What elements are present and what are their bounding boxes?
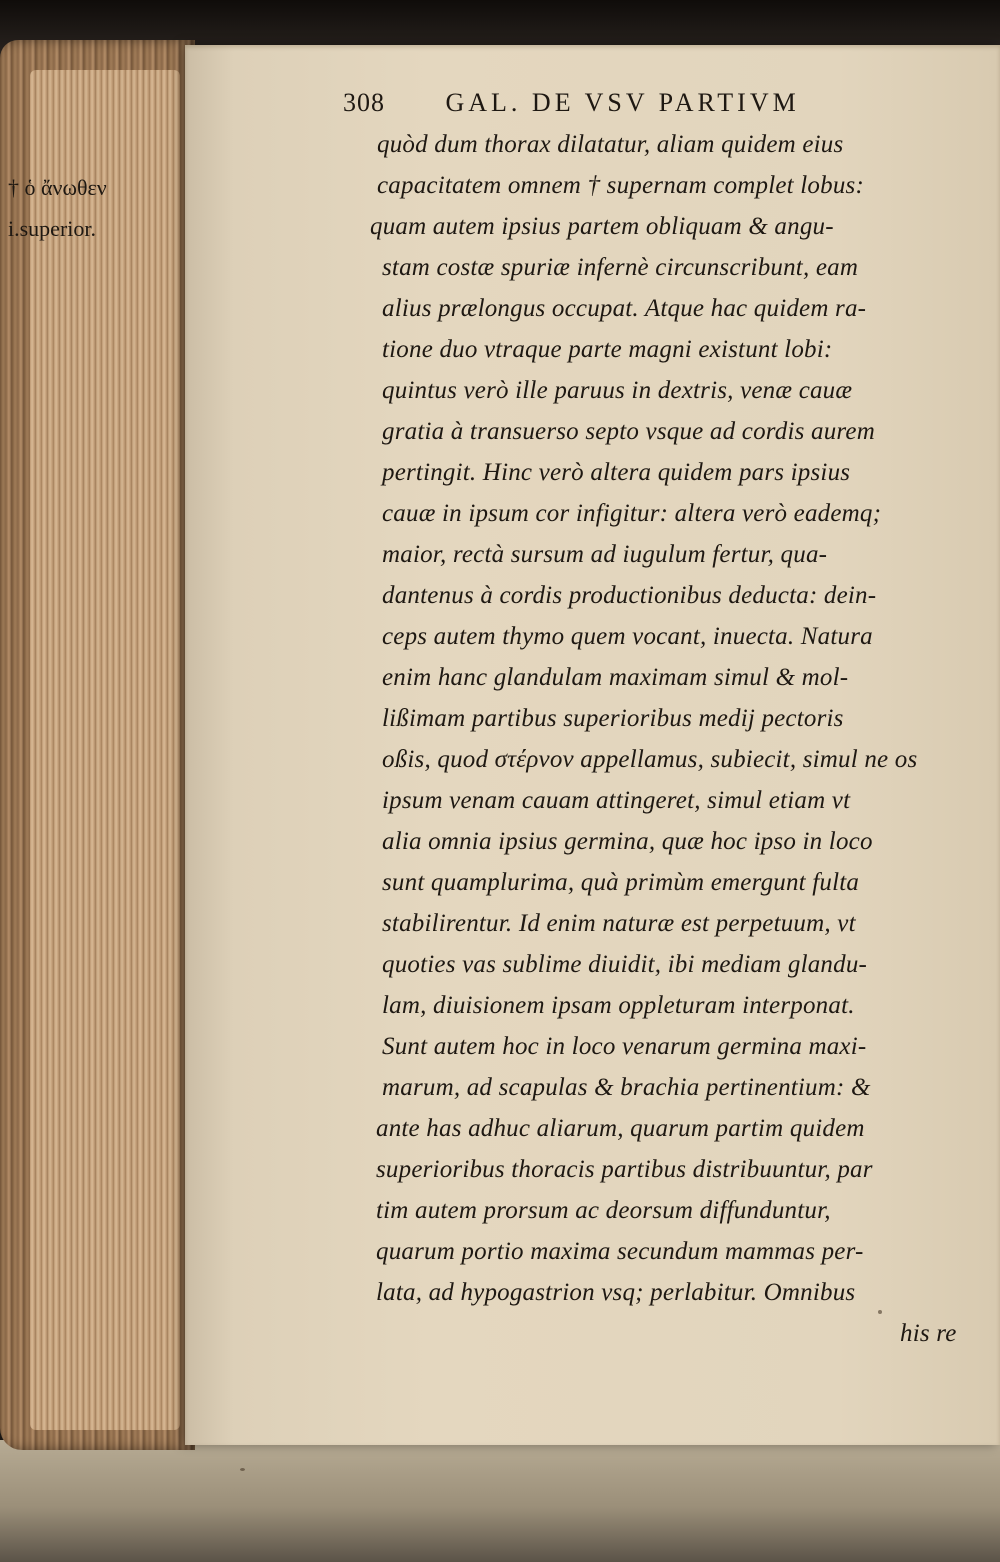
- paper-spot: [878, 1310, 882, 1314]
- catchword: his re: [900, 1320, 957, 1347]
- margin-note-greek: † ὁ ἄνωθεν: [8, 175, 107, 200]
- text-line-22: lam, diuisionem ipsam oppleturam interponat.: [382, 992, 855, 1019]
- text-line-1: quòd dum thorax dilatatur, aliam quidem eius: [377, 131, 844, 158]
- text-line-12: dantenus à cordis productionibus deducta: dein-: [382, 582, 877, 609]
- text-line-24: marum, ad scapulas & brachia pertinentium: &: [382, 1074, 871, 1101]
- text-line-16: oßis, quod στέρνον appellamus, subiecit, simul ne os: [382, 746, 918, 773]
- backdrop-bottom: [0, 1440, 1000, 1562]
- text-line-27: tim autem prorsum ac deorsum diffunduntur,: [376, 1197, 831, 1224]
- text-line-19: sunt quamplurima, quà primùm emergunt fulta: [382, 869, 860, 896]
- book-page-edges-inner: [30, 70, 180, 1430]
- text-line-20: stabilirentur. Id enim naturæ est perpetuum, vt: [382, 910, 856, 937]
- text-line-10: cauæ in ipsum cor infigitur: altera verò eademq;: [382, 500, 882, 527]
- text-line-5: alius prælongus occupat. Atque hac quidem ra-: [382, 295, 867, 322]
- text-line-14: enim hanc glandulam maximam simul & mol-: [382, 664, 849, 691]
- page-number: 308: [343, 88, 385, 117]
- text-line-3: quam autem ipsius partem obliquam & angu-: [370, 213, 834, 240]
- text-line-23: Sunt autem hoc in loco venarum germina maxi-: [382, 1033, 867, 1060]
- running-title: GAL. DE VSV PARTIVM: [445, 88, 800, 117]
- text-line-25: ante has adhuc aliarum, quarum partim quidem: [376, 1115, 865, 1142]
- text-line-8: gratia à transuerso septo vsque ad cordis aurem: [382, 418, 875, 445]
- margin-note-latin: i.superior.: [8, 216, 96, 241]
- text-line-13: ceps autem thymo quem vocant, inuecta. Natura: [382, 623, 873, 650]
- text-line-11: maior, rectà sursum ad iugulum fertur, qua-: [382, 541, 828, 568]
- text-line-6: tione duo vtraque parte magni existunt lobi:: [382, 336, 833, 363]
- text-line-21: quoties vas sublime diuidit, ibi mediam glandu-: [382, 951, 868, 978]
- text-line-4: stam costæ spuriæ infernè circunscribunt, eam: [382, 254, 859, 281]
- text-line-9: pertingit. Hinc verò altera quidem pars ipsius: [382, 459, 851, 486]
- text-line-17: ipsum venam cauam attingeret, simul etiam vt: [382, 787, 851, 814]
- text-line-15: lißimam partibus superioribus medij pectoris: [382, 705, 844, 732]
- text-line-29: lata, ad hypogastrion vsq; perlabitur. Omnibus: [376, 1279, 856, 1306]
- book-page-edges: [0, 40, 195, 1450]
- text-line-7: quintus verò ille paruus in dextris, venæ cauæ: [382, 377, 853, 404]
- paper-spot: [240, 1468, 245, 1471]
- text-line-18: alia omnia ipsius germina, quæ hoc ipso in loco: [382, 828, 873, 855]
- text-line-2: capacitatem omnem † supernam complet lobus:: [377, 172, 864, 199]
- running-header: [343, 88, 800, 118]
- text-line-26: superioribus thoracis partibus distribuuntur, par: [376, 1156, 873, 1183]
- text-line-28: quarum portio maxima secundum mammas per-: [376, 1238, 864, 1265]
